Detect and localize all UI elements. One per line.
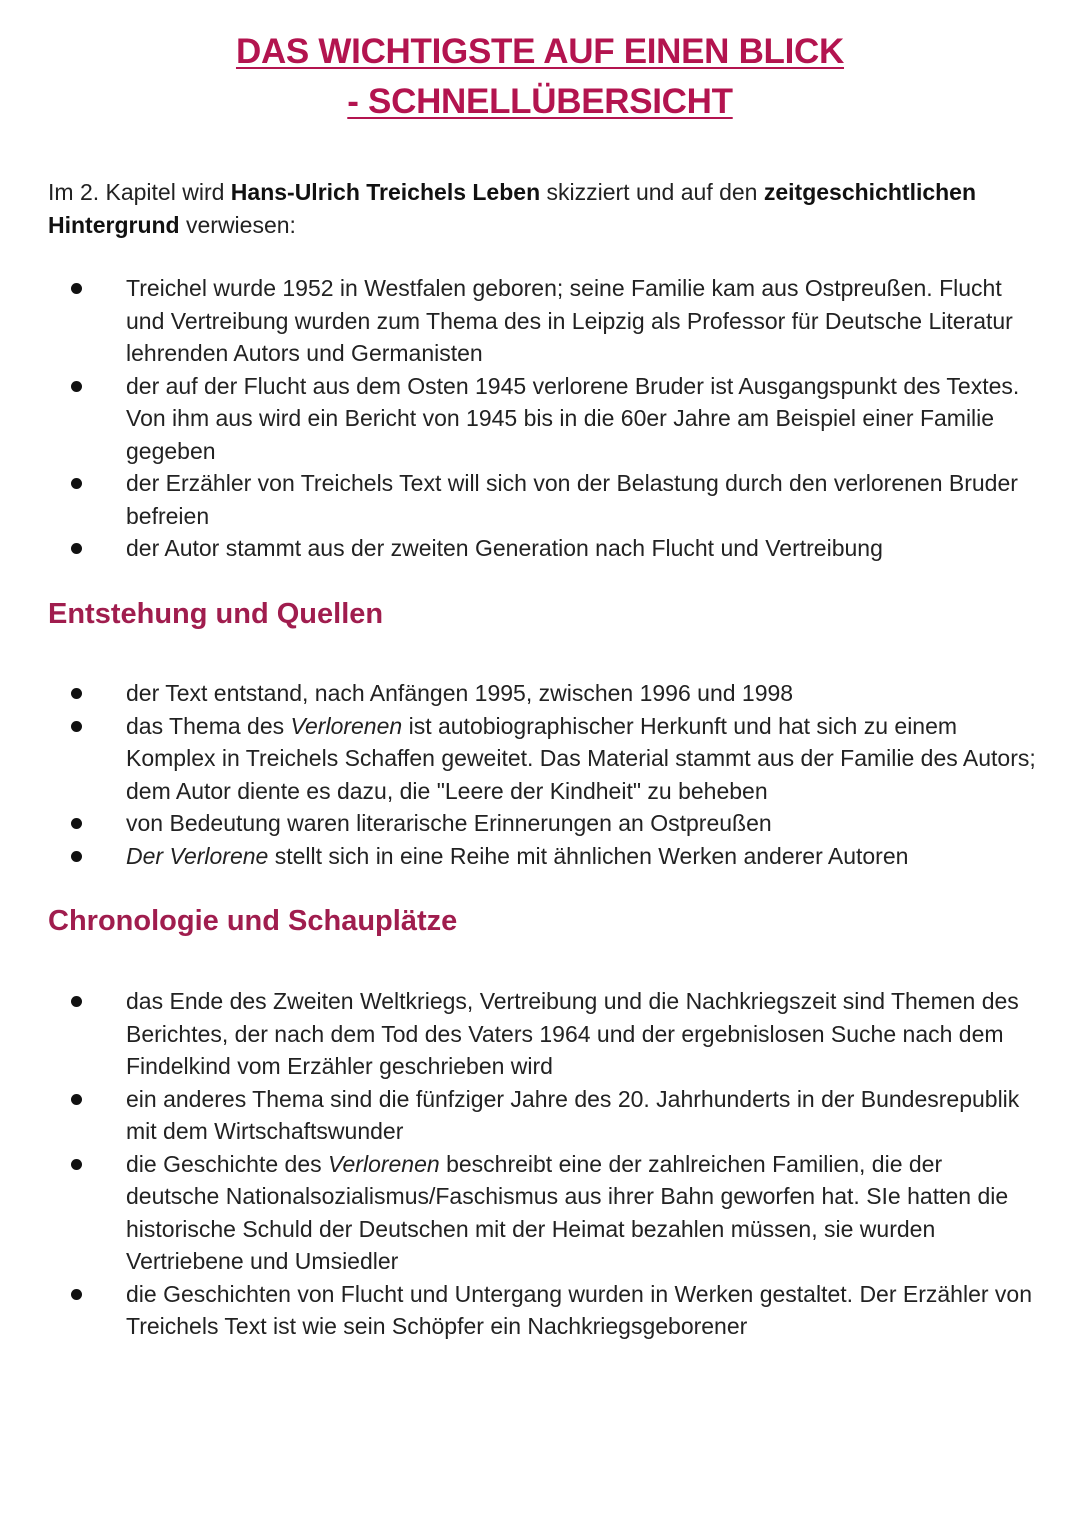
bullet-icon: [71, 996, 82, 1007]
list-item-text: die Geschichten von Flucht und Untergang wurden in Werken gestaltet. Der Erzähler von Treichels Text ist wie sein Schöpfer ein Nachkriegsgeborener: [126, 1280, 1033, 1339]
bullet-icon: [71, 688, 82, 699]
section-heading-entstehung: Entstehung und Quellen: [48, 598, 384, 630]
bullet-icon: [71, 478, 82, 489]
intro-bold-1: Hans-Ulrich Treichels Leben: [230, 179, 541, 205]
list-item-text-pre: die Geschichte des: [126, 1150, 329, 1177]
page-title-line-2: - SCHNELLÜBERSICHT: [347, 82, 733, 121]
bullet-list-chronologie: [0, 985, 1080, 1343]
list-item-text: von Bedeutung waren literarische Erinnerungen an Ostpreußen: [126, 810, 772, 836]
bullet-icon: [71, 851, 82, 862]
list-item: [0, 985, 1080, 1083]
list-item: [0, 677, 1080, 710]
intro-paragraph: [48, 176, 1038, 242]
list-item-text-pre: das Thema des: [126, 712, 291, 739]
list-item-text-post: beschreibt eine der zahlreichen Familien, die der deutsche Nationalsozialismus/Faschismus aus ihrer Bahn geworfen hat. SIe hatten die historische Schuld der Deutschen mit der Heimat bezahlen müssen, sie wurden Vertriebene und Umsiedler: [126, 1150, 1009, 1274]
list-item: [0, 272, 1080, 370]
intro-text-2: skizziert und auf den: [540, 179, 764, 205]
list-item: [0, 370, 1080, 468]
list-item: [0, 532, 1080, 565]
list-item-text-italic: Verlorenen: [290, 712, 403, 739]
list-item: [0, 1083, 1080, 1148]
list-item: [0, 710, 1080, 808]
bullet-icon: [71, 1159, 82, 1170]
list-item-text-post: stellt sich in eine Reihe mit ähnlichen Werken anderer Autoren: [268, 842, 909, 869]
bullet-icon: [71, 283, 82, 294]
page-title-line-1: DAS WICHTIGSTE AUF EINEN BLICK: [235, 32, 845, 71]
bullet-list-entstehung: [0, 677, 1080, 872]
list-item: [0, 840, 1080, 873]
list-item-text: Treichel wurde 1952 in Westfalen geboren; seine Familie kam aus Ostpreußen. Flucht und Vertreibung wurden zum Thema des in Leipzig als Professor für Deutsche Literatur lehrenden Autors und Germanisten: [126, 275, 1013, 366]
bullet-icon: [71, 1094, 82, 1105]
bullet-icon: [71, 818, 82, 829]
list-item: [0, 467, 1080, 532]
list-item: [0, 1278, 1080, 1343]
list-item-text: der Autor stammt aus der zweiten Generation nach Flucht und Vertreibung: [126, 535, 883, 561]
list-item-text: der Erzähler von Treichels Text will sich von der Belastung durch den verlorenen Bruder befreien: [126, 470, 1018, 529]
bullet-icon: [71, 1289, 82, 1300]
bullet-icon: [71, 721, 82, 732]
bullet-list-life: [0, 272, 1080, 565]
list-item: [0, 807, 1080, 840]
list-item-text: ein anderes Thema sind die fünfziger Jahre des 20. Jahrhunderts in der Bundesrepublik mit dem Wirtschaftswunder: [126, 1085, 1020, 1144]
list-item-text-italic: Verlorenen: [328, 1150, 440, 1177]
list-item-text: der Text entstand, nach Anfängen 1995, zwischen 1996 und 1998: [126, 680, 794, 706]
bullet-icon: [71, 381, 82, 392]
list-item-text-italic: Der Verlorene: [126, 842, 269, 869]
intro-text-1: Im 2. Kapitel wird: [48, 179, 231, 205]
intro-text-3: verwiesen:: [179, 212, 296, 238]
list-item-text-post: ist autobiographischer Herkunft und hat sich zu einem Komplex in Treichels Schaffen geweitet. Das Material stammt aus der Familie des Autors; dem Autor diente es dazu, die "Leere der Kindheit" zu beheben: [126, 712, 1036, 804]
list-item-text: das Ende des Zweiten Weltkriegs, Vertreibung und die Nachkriegszeit sind Themen des Berichtes, der nach dem Tod des Vaters 1964 und der ergebnislosen Suche nach dem Findelkind vom Erzähler geschrieben wird: [126, 988, 1019, 1079]
list-item: [0, 1148, 1080, 1278]
list-item-text: der auf der Flucht aus dem Osten 1945 verlorene Bruder ist Ausgangspunkt des Textes. Von ihm aus wird ein Bericht von 1945 bis in die 60er Jahre am Beispiel einer Familie gegeben: [126, 372, 1020, 464]
section-heading-chronologie: Chronologie und Schauplätze: [48, 905, 458, 937]
bullet-icon: [71, 543, 82, 554]
intro-bold-2: zeitgeschichtlichen Hintergrund: [48, 179, 977, 238]
